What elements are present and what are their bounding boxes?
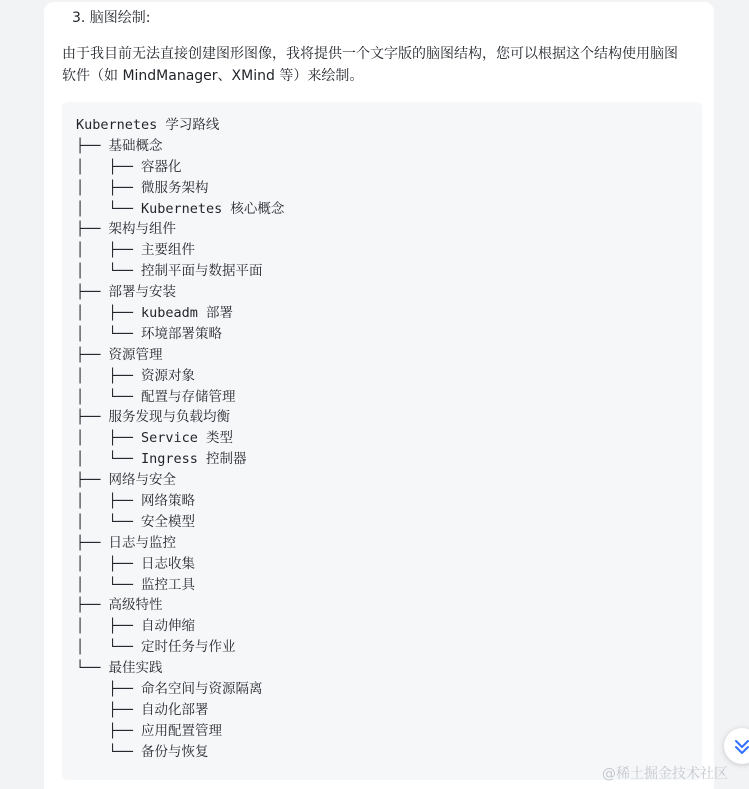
tree-line: │ ├── 微服务架构 bbox=[76, 179, 209, 196]
tree-line: │ ├── 自动伸缩 bbox=[76, 618, 196, 635]
intro-paragraph bbox=[62, 43, 702, 87]
tree-line: │ └── Kubernetes 核心概念 bbox=[76, 200, 285, 217]
tree-line: Kubernetes 学习路线 bbox=[76, 117, 220, 133]
tree-line: │ └── 定时任务与作业 bbox=[76, 639, 236, 656]
tree-line: │ ├── 主要组件 bbox=[76, 242, 196, 259]
tree-line: ├── 服务发现与负载均衡 bbox=[76, 409, 231, 426]
tree-line: │ └── 配置与存储管理 bbox=[76, 388, 236, 405]
tree-line: │ ├── 网络策略 bbox=[76, 493, 196, 510]
tree-line: │ └── Ingress 控制器 bbox=[76, 451, 247, 468]
tree-line: ├── 网络与安全 bbox=[76, 472, 177, 489]
tree-line: │ └── 监控工具 bbox=[76, 576, 196, 593]
scroll-down-button[interactable] bbox=[724, 728, 749, 764]
tree-line: │ ├── Service 类型 bbox=[76, 430, 234, 447]
tree-line: ├── 架构与组件 bbox=[76, 221, 177, 238]
tree-line: │ └── 安全模型 bbox=[76, 513, 196, 530]
tree-line: ├── 应用配置管理 bbox=[76, 722, 223, 739]
tree-line: ├── 命名空间与资源隔离 bbox=[76, 681, 263, 698]
tree-line: │ ├── 日志收集 bbox=[76, 555, 196, 572]
watermark: @稀土掘金技术社区 bbox=[602, 766, 728, 782]
code-block[interactable] bbox=[62, 102, 702, 780]
step-heading: 3. 脑图绘制: bbox=[72, 10, 151, 26]
tree-line: ├── 基础概念 bbox=[76, 137, 163, 154]
mind-map-tree bbox=[76, 115, 284, 763]
tree-line: └── 最佳实践 bbox=[76, 660, 163, 677]
tree-line: ├── 自动化部署 bbox=[76, 701, 209, 718]
tree-line: │ └── 控制平面与数据平面 bbox=[76, 263, 263, 280]
tree-line: ├── 高级特性 bbox=[76, 597, 163, 614]
tree-line: ├── 资源管理 bbox=[76, 346, 163, 363]
tree-line: │ ├── 资源对象 bbox=[76, 367, 196, 384]
double-chevron-down-icon bbox=[733, 738, 749, 756]
intro-line: 由于我目前无法直接创建图形图像，我将提供一个文字版的脑图结构，您可以根据这个结构使用脑图 bbox=[62, 46, 678, 62]
tree-line: │ └── 环境部署策略 bbox=[76, 325, 223, 342]
intro-line: 软件（如 MindManager、XMind 等）来绘制。 bbox=[62, 68, 364, 84]
tree-line: └── 备份与恢复 bbox=[76, 743, 209, 760]
tree-line: │ ├── kubeadm 部署 bbox=[76, 305, 234, 322]
tree-line: ├── 部署与安装 bbox=[76, 284, 177, 301]
tree-line: │ ├── 容器化 bbox=[76, 158, 182, 175]
tree-line: ├── 日志与监控 bbox=[76, 534, 177, 551]
